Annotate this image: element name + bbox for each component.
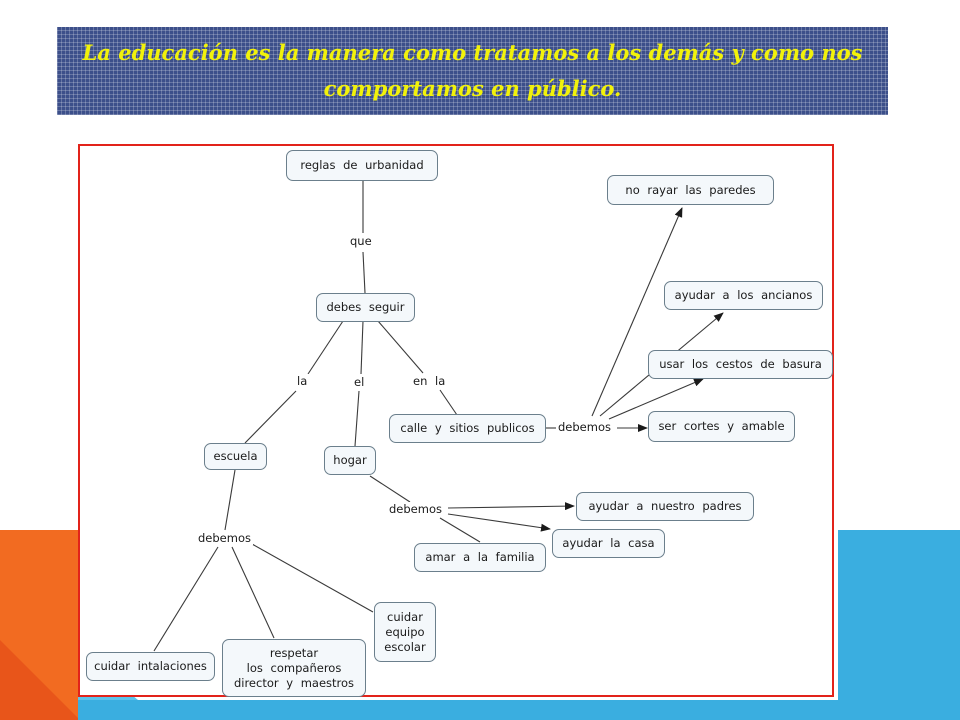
node-no-rayar-las-paredes: no rayar las paredes bbox=[607, 175, 774, 205]
link-label-debemos-escuela: debemos bbox=[198, 531, 251, 545]
link-label-la: la bbox=[297, 374, 308, 388]
node-usar-los-cestos-de-basura: usar los cestos de basura bbox=[648, 350, 833, 379]
blue-accent-strip bbox=[78, 700, 960, 720]
connector-enla-calle bbox=[440, 390, 457, 415]
node-cuidar-equipo-escolar: cuidar equipo escolar bbox=[374, 602, 436, 662]
link-label-en-la: en la bbox=[413, 374, 446, 388]
connector-escuela-debemos bbox=[225, 470, 235, 530]
orange-accent-triangle bbox=[0, 640, 80, 720]
node-hogar: hogar bbox=[324, 446, 376, 475]
node-amar-a-la-familia: amar a la familia bbox=[414, 543, 546, 572]
connector-debes-el bbox=[361, 321, 363, 374]
node-debes-seguir: debes seguir bbox=[316, 293, 415, 322]
connector-debemos-padres bbox=[448, 506, 574, 508]
connector-debes-la bbox=[308, 321, 343, 374]
node-ayudar-a-nuestro-padres: ayudar a nuestro padres bbox=[576, 492, 754, 521]
connector-la-escuela bbox=[245, 391, 296, 443]
connector-debes-enla bbox=[378, 321, 423, 373]
node-reglas-de-urbanidad: reglas de urbanidad bbox=[286, 150, 438, 181]
title-banner bbox=[57, 27, 888, 115]
slide-title: La educación es la manera como tratamos a los demás y como nos comportamos en público. bbox=[82, 40, 863, 101]
link-label-debemos-hogar: debemos bbox=[389, 502, 442, 516]
node-calle-y-sitios-publicos: calle y sitios publicos bbox=[389, 414, 546, 443]
node-ser-cortes-y-amable: ser cortes y amable bbox=[648, 411, 795, 442]
connector-debemos-equipo bbox=[252, 544, 373, 612]
connector-el-hogar bbox=[355, 391, 359, 446]
node-ayudar-a-los-ancianos: ayudar a los ancianos bbox=[664, 281, 823, 310]
connector-debemos-instalaciones bbox=[154, 547, 218, 651]
connector-que-debes bbox=[363, 252, 365, 293]
link-label-debemos-calle: debemos bbox=[558, 420, 611, 434]
connector-hogar-debemos bbox=[370, 476, 410, 502]
connector-debemos-familia bbox=[440, 518, 480, 542]
connector-debemos-respetar bbox=[232, 547, 274, 638]
connector-debemos-casa bbox=[448, 514, 550, 529]
node-cuidar-intalaciones: cuidar intalaciones bbox=[86, 652, 215, 681]
link-label-el: el bbox=[354, 375, 365, 389]
node-respetar-companeros: respetar los compañeros director y maestros bbox=[222, 639, 366, 697]
concept-map bbox=[78, 144, 834, 697]
node-ayudar-la-casa: ayudar la casa bbox=[552, 529, 665, 558]
blue-accent-block bbox=[838, 530, 960, 720]
node-escuela: escuela bbox=[204, 443, 267, 470]
link-label-que: que bbox=[350, 234, 372, 248]
